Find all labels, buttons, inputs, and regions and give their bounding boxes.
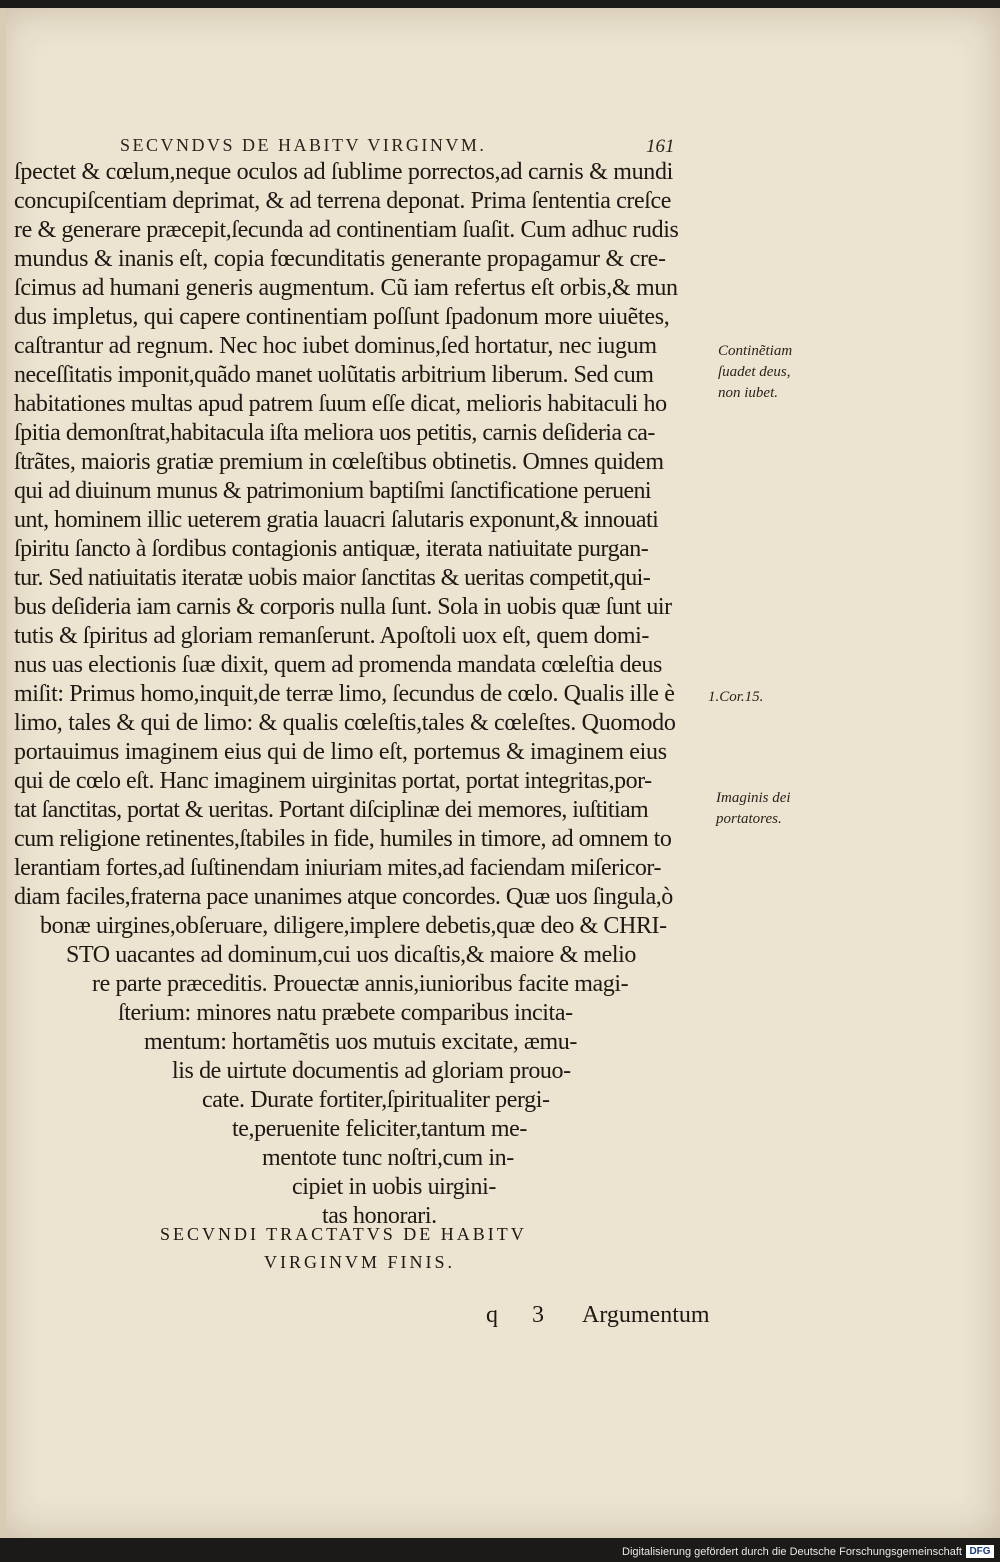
marginal-line: ſuadet deus, [718, 364, 791, 380]
marginal-line: non iubet. [718, 385, 778, 401]
dfg-logo: DFG [966, 1545, 994, 1558]
text-line: bus deſideria iam carnis & corporis nulla ſunt. Sola in uobis quæ ſunt uir [14, 594, 672, 620]
marginal-line: Imaginis dei [716, 790, 791, 806]
text-line: ſpiritu ſancto à ſordibus contagionis antiquæ, iterata natiuitate purgan- [14, 536, 649, 562]
text-line: bonæ uirgines,obſeruare, diligere,implere debetis,quæ deo & CHRI- [40, 913, 667, 939]
signature-mark: q 3 [486, 1302, 558, 1328]
page-number: 161 [646, 136, 675, 157]
text-line: cum religione retinentes,ſtabiles in fide, humiles in timore, ad omnem to [14, 826, 672, 852]
text-line: caſtrantur ad regnum. Nec hoc iubet dominus,ſed hortatur, nec iugum [14, 333, 657, 359]
marginal-note [718, 341, 792, 404]
text-line: re & generare præcepit,ſecunda ad continentiam ſuaſit. Cum adhuc rudis [14, 217, 679, 243]
text-line: mentote tunc noſtri,cum in- [262, 1145, 514, 1171]
page-edge [0, 8, 6, 1538]
marginal-line: Continẽtiam [718, 343, 793, 359]
marginal-note [708, 687, 763, 708]
text-line: portauimus imaginem eius qui de limo eſt, portemus & imaginem eius [14, 739, 667, 765]
text-line: habitationes multas apud patrem ſuum eſſe dicat, melioris habitaculi ho [14, 391, 667, 417]
text-line: diam faciles,fraterna pace unanimes atque concordes. Quæ uos ſingula,ò [14, 884, 673, 910]
text-line: ſcimus ad humani generis augmentum. Cũ iam refertus eſt orbis,& mun [14, 275, 678, 301]
text-line: qui ad diuinum munus & patrimonium baptiſmi ſanctificatione perueni [14, 478, 652, 504]
text-line: ſpitia demonſtrat,habitacula iſta meliora uos petitis, carnis deſideria ca- [14, 420, 655, 446]
text-line: qui de cœlo eſt. Hanc imaginem uirginitas portat, portat integritas,por- [14, 768, 652, 794]
text-line: neceſſitatis imponit,quãdo manet uolũtatis arbitrium liberum. Sed cum [14, 362, 654, 388]
text-line: tur. Sed natiuitatis iteratæ uobis maior ſanctitas & ueritas competit,qui- [14, 565, 651, 591]
text-line: ſpectet & cœlum,neque oculos ad ſublime porrectos,ad carnis & mundi [14, 159, 674, 185]
explicit-line-1: SECVNDI TRACTATVS DE HABITV [160, 1224, 527, 1244]
text-line: tutis & ſpiritus ad gloriam remanſerunt. Apoſtoli uox eſt, quem domi- [14, 623, 649, 649]
text-line: cipiet in uobis uirgini- [292, 1174, 496, 1200]
text-line: lis de uirtute documentis ad gloriam prouo- [172, 1058, 571, 1084]
text-line: mentum: hortamẽtis uos mutuis excitate, æmu- [144, 1029, 577, 1055]
text-line: concupiſcentiam deprimat, & ad terrena deponat. Prima ſententia creſce [14, 188, 672, 214]
text-line: unt, hominem illic ueterem gratia lauacri ſalutaris exponunt,& innouati [14, 507, 659, 533]
text-line: lerantiam fortes,ad ſuſtinendam iniuriam mites,ad faciendam miſericor- [14, 855, 661, 881]
text-line: dus impletus, qui capere continentiam poſſunt ſpadonum more uiuẽtes, [14, 304, 670, 330]
book-page [0, 8, 1000, 1538]
text-line: nus uas electionis ſuæ dixit, quem ad promenda mandata cœleſtia deus [14, 652, 662, 678]
funding-credit: Digitalisierung gefördert durch die Deutsche Forschungsgemeinschaft [622, 1546, 962, 1558]
text-line: ſterium: minores natu præbete comparibus incita- [118, 1000, 573, 1026]
marginal-line: portatores. [716, 811, 782, 827]
text-line: re parte præceditis. Prouectæ annis,iunioribus facite magi- [92, 971, 629, 997]
text-line: limo, tales & qui de limo: & qualis cœleſtis,tales & cœleſtes. Quomodo [14, 710, 676, 736]
text-line: mundus & inanis eſt, copia fœcunditatis generante propagamur & cre- [14, 246, 666, 272]
text-line: tas honorari. [322, 1203, 437, 1229]
text-line: STO uacantes ad dominum,cui uos dicaſtis,& maiore & melio [66, 942, 636, 968]
marginal-line: 1.Cor.15. [708, 689, 764, 705]
marginal-note [716, 788, 791, 830]
text-line: miſit: Primus homo,inquit,de terræ limo, ſecundus de cœlo. Qualis ille è [14, 681, 675, 707]
text-line: te,peruenite feliciter,tantum me- [232, 1116, 528, 1142]
explicit-line-2: VIRGINVM FINIS. [264, 1252, 456, 1272]
text-line: cate. Durate fortiter,ſpiritualiter pergi- [202, 1087, 550, 1113]
catchword: Argumentum [582, 1302, 710, 1328]
text-line: ſtrãtes, maioris gratiæ premium in cœleſtibus obtinetis. Omnes quidem [14, 449, 664, 475]
running-head: SECVNDVS DE HABITV VIRGINVM. [120, 135, 487, 155]
text-line: tat ſanctitas, portat & ueritas. Portant diſciplinæ dei memores, iuſtitiam [14, 797, 649, 823]
